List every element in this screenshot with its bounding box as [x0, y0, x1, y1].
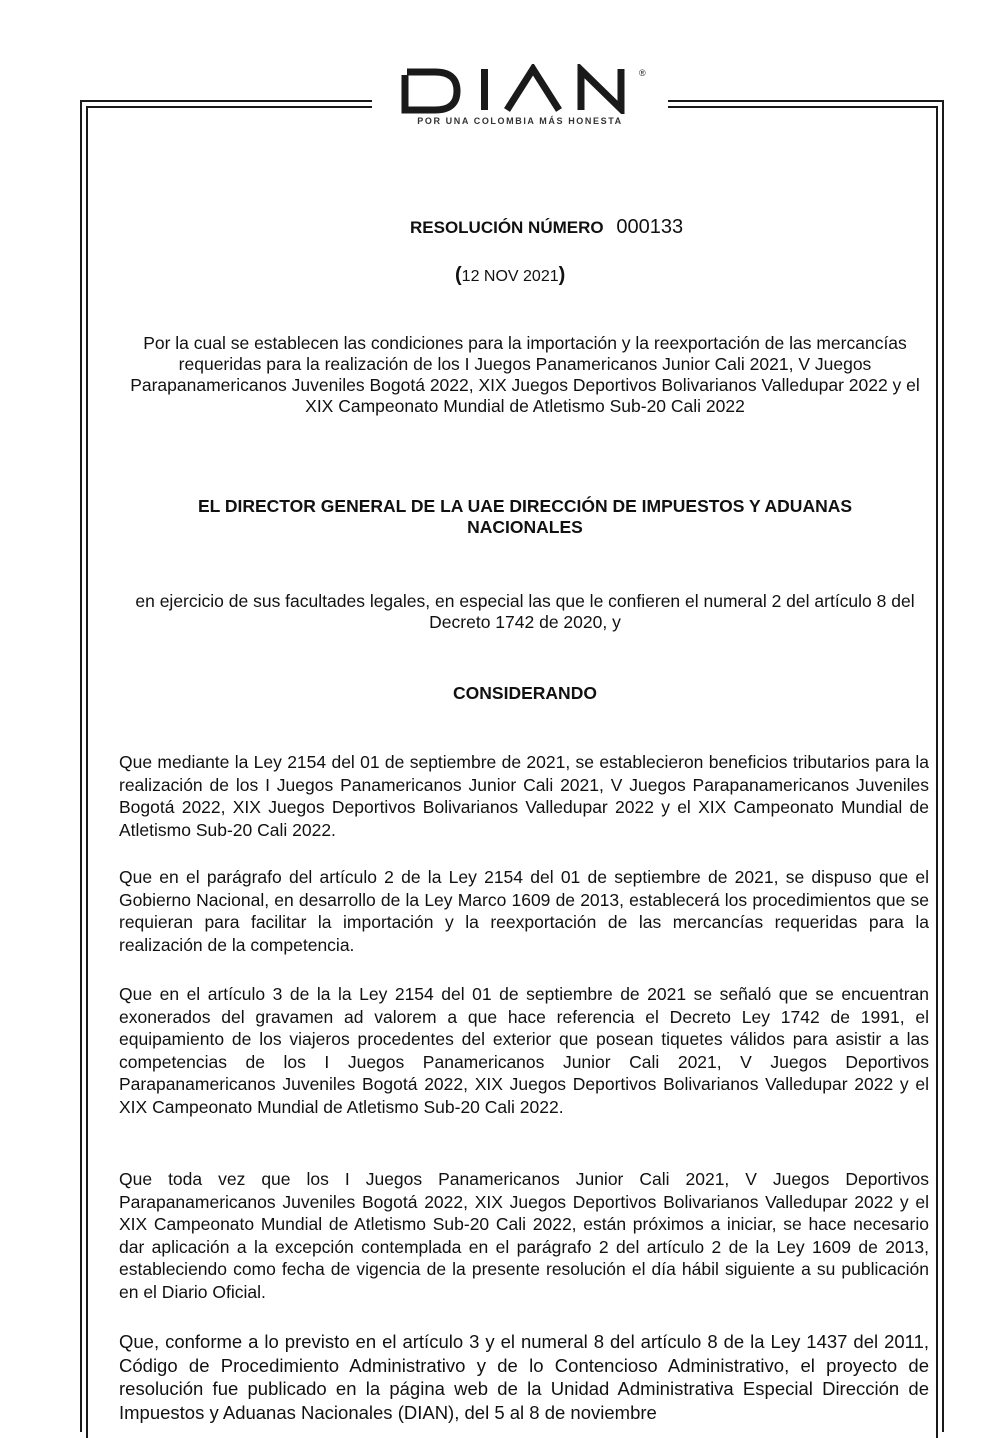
resolution-subject: Por la cual se establecen las condiciones para la importación y la reexportación de las mercancías requeridas para la realización de los I Juegos Panamericanos Junior Cali 2021, V Juegos Parapanamericanos Juveniles Bogotá 2022, XIX Juegos Deportivos Bolivarianos Valledupar 2022 y el XIX Campeonato Mundial de Atletismo Sub-20 Cali 2022: [130, 333, 920, 416]
considering-paragraph-4: Que toda vez que los I Juegos Panamericanos Junior Cali 2021, V Juegos Deportivos Parapanamericanos Juveniles Bogotá 2022, XIX Juegos Deportivos Bolivarianos Valledupar 2022 y el XIX Campeonato Mundial de Atletismo Sub-20 Cali 2022, están próximos a iniciar, se hace necesario dar aplicación a la excepción contemplada en el parágrafo 2 del artículo 2 de la Ley 1609 de 2013, estableciendo como fecha de vigencia de la presente resolución el día hábil siguiente a su publicación en el Diario Oficial.: [119, 1169, 929, 1302]
date-close-paren: ): [558, 264, 566, 286]
resolution-date: [455, 264, 565, 287]
considering-heading: CONSIDERANDO: [453, 683, 597, 703]
date-value: 12 NOV 2021: [461, 268, 559, 285]
resolution-label: RESOLUCIÓN NÚMERO: [410, 218, 604, 237]
resolution-number: 000133: [616, 216, 684, 238]
powers-text: en ejercicio de sus facultades legales, en especial las que le confieren el numeral 2 del artículo 8 del Decreto 1742 de 2020, y: [135, 591, 915, 632]
logo-tagline: POR UNA COLOMBIA MÁS HONESTA: [417, 116, 623, 126]
considering-paragraph-1: Que mediante la Ley 2154 del 01 de septiembre de 2021, se establecieron beneficios tributarios para la realización de los I Juegos Panamericanos Junior Cali 2021, V Juegos Parapanamericanos Juveniles Bogotá 2022, XIX Juegos Deportivos Bolivarianos Valledupar 2022 y el XIX Campeonato Mundial de Atletismo Sub-20 Cali 2022.: [119, 752, 929, 840]
dian-logo: [372, 58, 668, 138]
dian-wordmark-icon: [385, 64, 655, 114]
resolution-title: [410, 216, 683, 239]
considering-paragraph-2: Que en el parágrafo del artículo 2 de la Ley 2154 del 01 de septiembre de 2021, se dispuso que el Gobierno Nacional, en desarrollo de la Ley Marco 1609 de 2013, establecerá los procedimientos que se requieran para facilitar la importación y la reexportación de las mercancías requeridas para la realización de la competencia.: [119, 867, 929, 955]
date-open-paren: (: [455, 264, 462, 286]
authority-heading: EL DIRECTOR GENERAL DE LA UAE DIRECCIÓN DE IMPUESTOS Y ADUANAS NACIONALES: [197, 496, 853, 537]
considering-paragraph-3: Que en el artículo 3 de la la Ley 2154 del 01 de septiembre de 2021 se señaló que se encuentran exonerados del gravamen ad valorem a que hace referencia el Decreto Ley 1742 de 1991, el equipamiento de los viajeros procedentes del exterior que posean tiquetes válidos para asistir a las competencias de los I Juegos Panamericanos Junior Cali 2021, V Juegos Deportivos Parapanamericanos Juveniles Bogotá 2022, XIX Juegos Deportivos Bolivarianos Valledupar 2022 y el XIX Campeonato Mundial de Atletismo Sub-20 Cali 2022.: [119, 984, 929, 1117]
svg-text:®: ®: [639, 68, 646, 78]
considering-paragraph-5: Que, conforme a lo previsto en el artículo 3 y el numeral 8 del artículo 8 de la Ley 1437 del 2011, Código de Procedimiento Administrativo y de lo Contencioso Administrativo, el proyecto de resolución fue publicado en la página web de la Unidad Administrativa Especial Dirección de Impuestos y Aduanas Nacionales (DIAN), del 5 al 8 de noviembre: [119, 1331, 929, 1423]
